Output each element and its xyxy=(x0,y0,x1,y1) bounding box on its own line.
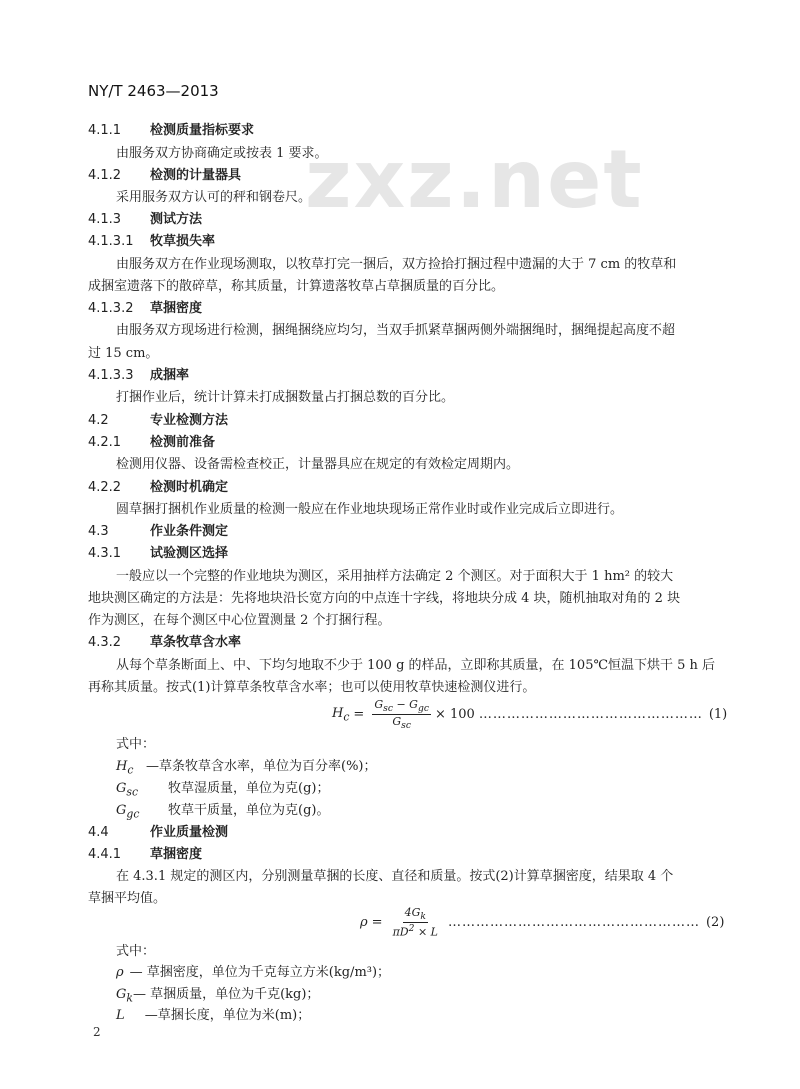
heading-4-1-1 xyxy=(88,121,740,141)
variable-definition: L —草捆长度，单位为米(m)； xyxy=(116,1008,311,1023)
heading-4-2-2 xyxy=(88,478,740,498)
section-number: 4.3.1 xyxy=(88,546,122,561)
section-number: 4.1.1 xyxy=(88,123,122,138)
section-title: 草捆密度 xyxy=(150,301,203,316)
heading-4-1-3-1 xyxy=(88,232,740,252)
paragraph: 由服务双方协商确定或按表 1 要求。 xyxy=(116,146,328,161)
section-number: 4.1.2 xyxy=(88,168,122,183)
paragraph-continuation: 作为测区，在每个测区中心位置测量 2 个打捆行程。 xyxy=(88,613,391,628)
heading-4-2-1 xyxy=(88,433,740,453)
heading-4-1-3-3 xyxy=(88,366,740,386)
paragraph: 从每个草条断面上、中、下均匀地取不少于 100 g 的样品，立即称其质量，在 105℃恒温下烘干 5 h 后 xyxy=(116,658,716,673)
section-title: 试验测区选择 xyxy=(150,546,229,561)
section-title: 检测时机确定 xyxy=(150,480,229,495)
formula-2: ρ = $\frac{4G_k}{\pi D^2 \times L}$ ……………………………………………… (2) xyxy=(360,906,725,939)
section-title: 成捆率 xyxy=(150,368,190,383)
section-title: 检测的计量器具 xyxy=(150,168,242,183)
section-title: 专业检测方法 xyxy=(150,413,229,428)
watermark: zxz.net xyxy=(305,133,644,226)
section-title: 牧草损失率 xyxy=(150,234,216,249)
paragraph-continuation: 再称其质量。按式(1)计算草条牧草含水率；也可以使用牧草快速检测仪进行。 xyxy=(88,680,536,695)
heading-4-4-1 xyxy=(88,845,740,865)
section-number: 4.2 xyxy=(88,413,109,428)
formula-fraction: $\frac{G_{sc} - G_{gc}}{G_{sc}}$ xyxy=(374,698,429,732)
equation-number: (2) xyxy=(705,914,725,930)
section-title: 草条牧草含水率 xyxy=(150,635,242,650)
section-number: 4.4 xyxy=(88,825,109,840)
heading-4-3-2 xyxy=(88,633,740,653)
page-number: 2 xyxy=(93,1025,101,1039)
heading-4-3-1 xyxy=(88,544,740,564)
formula-tail: × 100 xyxy=(434,707,475,723)
paragraph: 圆草捆打捆机作业质量的检测一般应在作业地块现场正常作业时或作业完成后立即进行。 xyxy=(116,502,624,517)
heading-4-1-2 xyxy=(88,166,740,186)
paragraph: 打捆作业后，统计计算未打成捆数量占打捆总数的百分比。 xyxy=(116,390,455,405)
variable-definition: $G_k—$ 草捆质量，单位为千克(kg)； xyxy=(116,987,320,1005)
section-number: 4.1.3.2 xyxy=(88,301,134,316)
paragraph-continuation: 地块测区确定的方法是：先将地块沿长宽方向的中点连十字线，将地块分成 4 块，随机抽取对角的 2 块 xyxy=(88,591,681,606)
section-title: 作业条件测定 xyxy=(150,524,229,539)
variable-definition: ρ — 草捆密度，单位为千克每立方米(kg/m³)； xyxy=(116,965,391,980)
heading-4-2 xyxy=(88,411,740,431)
section-number: 4.1.3 xyxy=(88,212,122,227)
paragraph-continuation: 成捆室遗落下的散碎草，称其质量，计算遗落牧草占草捆质量的百分比。 xyxy=(88,279,505,294)
section-number: 4.2.2 xyxy=(88,480,122,495)
section-number: 4.3 xyxy=(88,524,109,539)
paragraph: 在 4.3.1 规定的测区内，分别测量草捆的长度、直径和质量。按式(2)计算草捆密度，结果取 4 个 xyxy=(116,869,674,884)
section-number: 4.1.3.3 xyxy=(88,368,134,383)
variable-definition: $H_c$ —草条牧草含水率，单位为百分率(%)； xyxy=(116,759,377,777)
paragraph: 由服务双方在作业现场测取，以牧草打完一捆后，双方捡拾打捆过程中遗漏的大于 7 cm 的牧草和 xyxy=(116,257,677,272)
section-title: 测试方法 xyxy=(150,212,203,227)
formula-fraction: $\frac{4G_k}{\pi D^2 \times L}$ xyxy=(392,906,438,939)
section-number: 4.3.2 xyxy=(88,635,122,650)
standard-number: NY/T 2463—2013 xyxy=(88,82,219,100)
section-number: 4.1.3.1 xyxy=(88,234,134,249)
section-title: 草捆密度 xyxy=(150,847,203,862)
where-label: 式中： xyxy=(116,944,156,959)
section-title: 检测质量指标要求 xyxy=(150,123,255,138)
equation-number: (1) xyxy=(708,707,728,723)
paragraph: 一般应以一个完整的作业地块为测区，采用抽样方法确定 2 个测区。对于面积大于 1 hm² 的较大 xyxy=(116,569,674,584)
paragraph: 由服务双方现场进行检测，捆绳捆绕应均匀，当双手抓紧草捆两侧外端捆绳时，捆绳提起高度不超 xyxy=(116,323,676,338)
variable-definition: $G_{gc}$ 牧草干质量，单位为克(g)。 xyxy=(116,803,330,821)
paragraph: 采用服务双方认可的秤和钢卷尺。 xyxy=(116,190,312,205)
heading-4-3 xyxy=(88,522,740,542)
formula-lhs: $H_c$ xyxy=(332,705,350,724)
section-number: 4.4.1 xyxy=(88,847,122,862)
section-title: 检测前准备 xyxy=(150,435,216,450)
section-number: 4.2.1 xyxy=(88,435,122,450)
formula-1: $H_c$ = $\frac{G_{sc} - G_{gc}}{G_{sc}}$ × 100 ………………………………………… (1) xyxy=(332,698,728,732)
paragraph-continuation: 草捆平均值。 xyxy=(88,891,167,906)
formula-lhs: ρ xyxy=(360,914,368,930)
paragraph: 检测用仪器、设备需检查校正，计量器具应在规定的有效检定周期内。 xyxy=(116,457,520,472)
variable-definition: $G_{sc}$ 牧草湿质量，单位为克(g)； xyxy=(116,781,330,799)
heading-4-1-3-2 xyxy=(88,299,740,319)
heading-4-1-3 xyxy=(88,210,740,230)
leader-dots: ………………………………………… xyxy=(478,707,703,723)
section-title: 作业质量检测 xyxy=(150,825,229,840)
leader-dots: ……………………………………………… xyxy=(447,914,700,930)
where-label: 式中： xyxy=(116,737,156,752)
heading-4-4 xyxy=(88,823,740,843)
paragraph-continuation: 过 15 cm。 xyxy=(88,346,159,361)
